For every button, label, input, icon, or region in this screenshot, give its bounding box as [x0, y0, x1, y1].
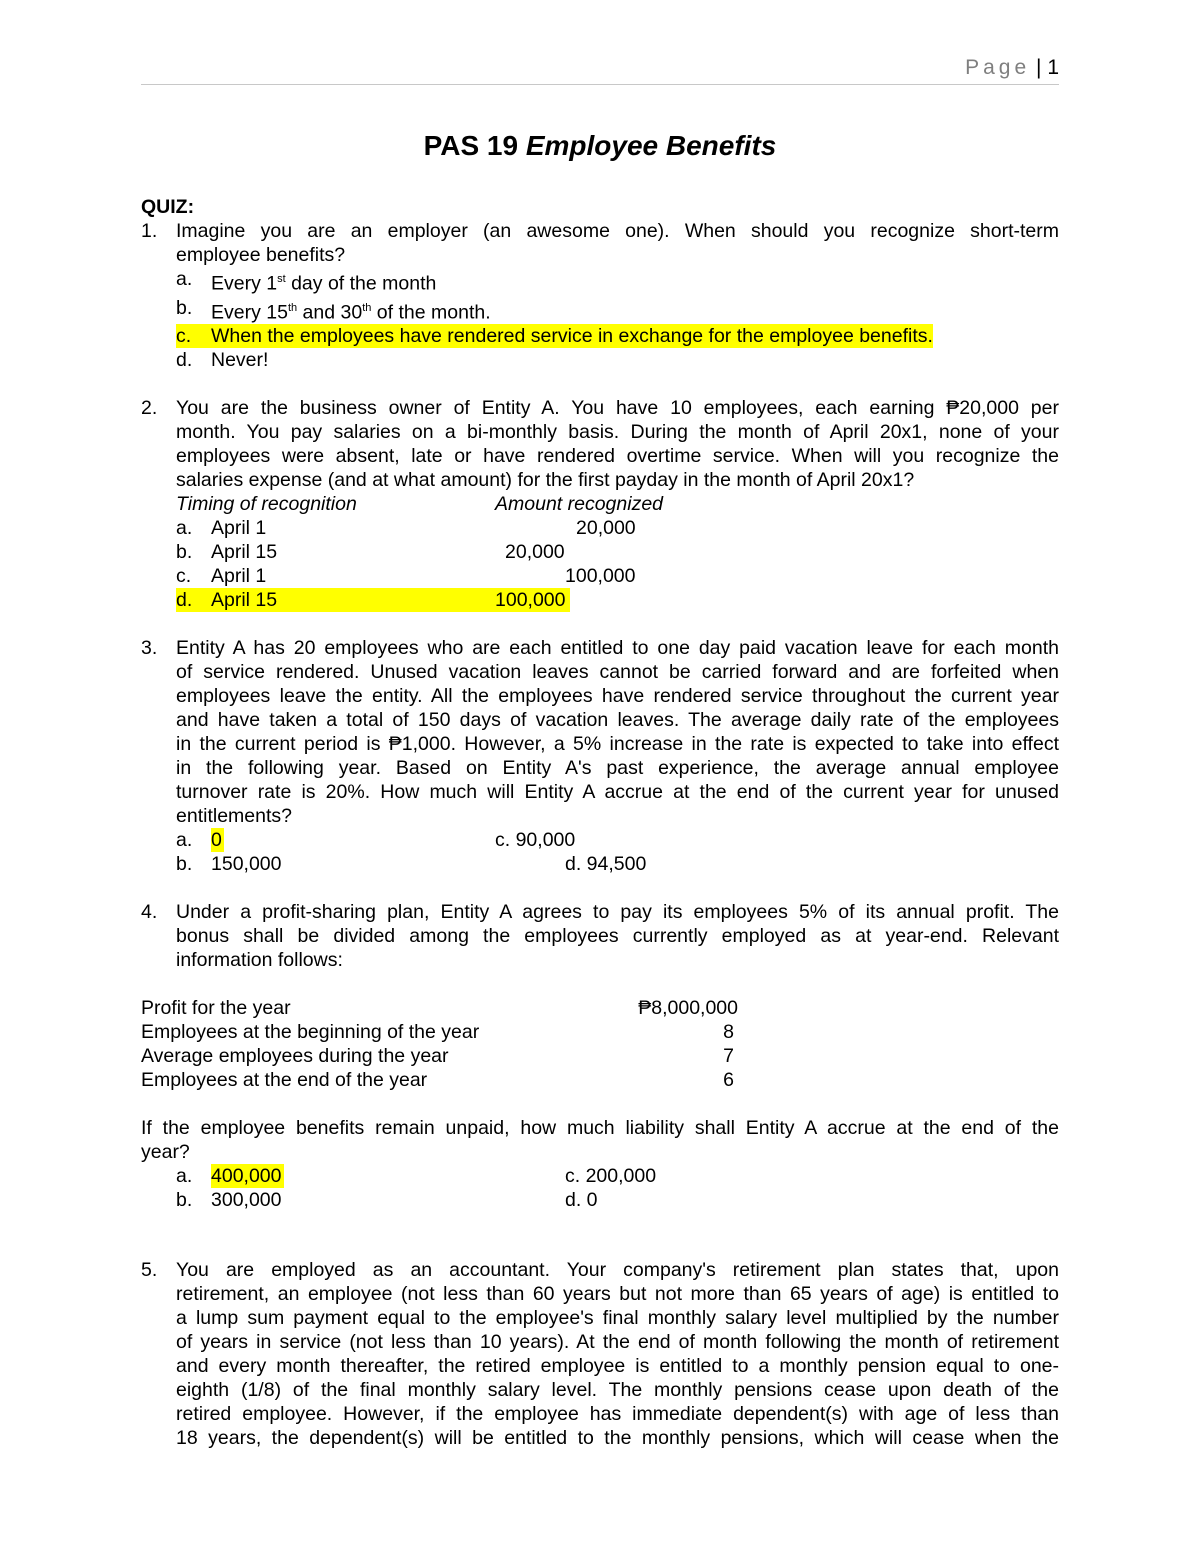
question-5 — [141, 1258, 1059, 1450]
option-c — [176, 564, 1059, 588]
question-text-line: Under a profit-sharing plan, Entity A agrees to pay its employees 5% of its annual profit. The — [176, 901, 1059, 923]
question-number: 1. — [141, 220, 158, 242]
option-timing: April 1 — [211, 565, 267, 587]
options-row-2 — [141, 1188, 1059, 1212]
option-a-answer: 0 — [211, 829, 222, 851]
question-text-line: and have taken a total of 150 days of vacation leaves. The average daily rate of the employees — [176, 709, 1059, 731]
options-row-1 — [141, 1164, 1059, 1188]
option-a — [176, 267, 1059, 296]
page-word: Page — [965, 56, 1031, 79]
option-letter: b. — [176, 541, 193, 563]
ordinal-suffix: th — [362, 301, 372, 314]
question-text-line: You are employed as an accountant. Your company's retirement plan states that, upon — [176, 1259, 1059, 1281]
option-amount: 20,000 — [576, 517, 636, 539]
quiz-label: QUIZ: — [141, 196, 195, 218]
options-row-2 — [176, 852, 1059, 876]
question-text-line: year? — [141, 1141, 190, 1163]
option-letter: c. — [176, 565, 192, 587]
info-table — [141, 996, 1059, 1092]
option-text-part: Every 15 — [211, 301, 288, 323]
info-value: 8 — [723, 1021, 734, 1043]
column-headers — [176, 492, 1059, 516]
info-row — [141, 1044, 1059, 1068]
question-text-line: If the employee benefits remain unpaid, how much liability shall Entity A accrue at the end of the — [141, 1117, 1059, 1139]
question-text-line: in the current period is ₱1,000. However, a 5% increase in the rate is expected to take into effect — [176, 733, 1059, 755]
info-value: 6 — [723, 1069, 734, 1091]
option-letter: d. — [176, 349, 193, 371]
option-letter: b. — [176, 296, 193, 319]
question-text-line: entitlements? — [176, 805, 292, 827]
option-letter: d. — [176, 589, 193, 611]
option-c: c. 200,000 — [565, 1165, 657, 1187]
option-timing: April 1 — [211, 517, 267, 539]
option-letter: b. — [176, 1189, 193, 1211]
page-header — [141, 52, 1059, 85]
info-label: Average employees during the year — [141, 1045, 449, 1067]
option-letter: a. — [176, 268, 193, 290]
question-text-line: bonus shall be divided among the employees currently employed as at year-end. Relevant — [176, 925, 1059, 947]
option-text-part: Every 1 — [211, 272, 278, 295]
question-text-line: in the following year. Based on Entity A's past experience, the average annual employee — [176, 757, 1059, 779]
info-label: Employees at the beginning of the year — [141, 1021, 480, 1043]
option-b — [176, 296, 1059, 325]
page-number — [965, 56, 1059, 80]
option-b: 300,000 — [211, 1189, 282, 1211]
question-text-line: salaries expense (and at what amount) for the first payday in the month of April 20x1? — [176, 469, 915, 491]
quiz-body — [141, 195, 1059, 1450]
option-b: 150,000 — [211, 853, 282, 875]
question-number: 5. — [141, 1259, 158, 1281]
option-amount: 100,000 — [495, 589, 566, 611]
option-b — [176, 540, 1059, 564]
info-label: Employees at the end of the year — [141, 1069, 428, 1091]
option-c: c. 90,000 — [495, 829, 576, 851]
info-value: 7 — [723, 1045, 734, 1067]
info-row — [141, 1020, 1059, 1044]
question-text-line: information follows: — [176, 949, 343, 971]
question-text-line: Entity A has 20 employees who are each entitled to one day paid vacation leave for each month — [176, 637, 1059, 659]
info-row — [141, 996, 1059, 1020]
ordinal-suffix: th — [287, 301, 298, 314]
option-text-part: day of the month — [285, 272, 437, 295]
title-code: PAS 19 — [423, 130, 526, 161]
option-text: When the employees have rendered service in exchange for the employee benefits. — [211, 325, 933, 347]
question-4 — [141, 900, 1059, 972]
option-letter: a. — [176, 829, 193, 851]
question-text-line: month. You pay salaries on a bi-monthly basis. During the month of April 20x1, none of your — [176, 421, 1059, 443]
question-number: 4. — [141, 901, 158, 923]
question-text-line: turnover rate is 20%. How much will Entity A accrue at the end of the current year for unused — [176, 781, 1059, 803]
question-text-line: retirement, an employee (not less than 60 years but not more than 65 years of age) is entitled to — [176, 1283, 1059, 1305]
question-text-line: Imagine you are an employer (an awesome one). When should you recognize short-term — [176, 220, 1059, 242]
question-text-line: and every month thereafter, the retired employee is entitled to a monthly pension equal to one- — [176, 1355, 1059, 1377]
question-2 — [141, 396, 1059, 612]
question-text-line: You are the business owner of Entity A. You have 10 employees, each earning ₱20,000 per — [176, 397, 1059, 419]
option-d — [176, 348, 1059, 372]
option-text — [211, 267, 436, 296]
page-separator: | — [1036, 56, 1042, 79]
option-timing: April 15 — [211, 541, 278, 563]
option-text-part: of the month. — [371, 301, 491, 323]
option-a-answer: 400,000 — [211, 1165, 282, 1187]
option-amount: 100,000 — [565, 565, 636, 587]
question-text-line: of years in service (not less than 10 years). At the end of month following the month of retirement — [176, 1331, 1059, 1353]
option-d-answer — [176, 588, 1059, 612]
options-row-1 — [176, 828, 1059, 852]
document-title — [0, 130, 1200, 162]
page-number-value: 1 — [1047, 56, 1059, 79]
option-letter: b. — [176, 853, 193, 875]
option-text-part: and 30 — [297, 301, 363, 323]
question-text-line: a lump sum payment equal to the employee's final monthly salary level multiplied by the number — [176, 1307, 1059, 1329]
question-text-line: employees leave the entity. All the employees have rendered service throughout the current year — [176, 685, 1059, 707]
question-number: 3. — [141, 637, 158, 659]
question-text-line: employee benefits? — [176, 244, 346, 266]
option-a — [176, 516, 1059, 540]
info-value: ₱8,000,000 — [638, 997, 738, 1019]
question-text-line: 18 years, the dependent(s) will be entitled to the monthly pensions, which will cease when the — [176, 1427, 1059, 1449]
column-header-amount: Amount recognized — [495, 493, 664, 515]
option-letter: a. — [176, 517, 193, 539]
question-text-line: eighth (1/8) of the final monthly salary level. The monthly pensions cease upon death of the — [176, 1379, 1059, 1401]
option-letter: a. — [176, 1165, 193, 1187]
info-label: Profit for the year — [141, 997, 291, 1019]
option-d: d. 0 — [565, 1189, 598, 1211]
option-letter: c. — [176, 325, 192, 347]
option-c-answer — [176, 324, 1059, 348]
question-text-line: employees were absent, late or have rendered overtime service. When will you recognize the — [176, 445, 1059, 467]
question-text-line: retired employee. However, if the employee has immediate dependent(s) with age of less than — [176, 1403, 1059, 1425]
option-text — [211, 296, 491, 325]
option-d: d. 94,500 — [565, 853, 647, 875]
column-header-timing: Timing of recognition — [176, 493, 357, 515]
question-3 — [141, 636, 1059, 876]
ordinal-suffix: st — [277, 273, 286, 285]
option-timing: April 15 — [211, 589, 278, 611]
option-amount: 20,000 — [505, 541, 565, 563]
info-row — [141, 1068, 1059, 1092]
question-1 — [141, 219, 1059, 372]
question-number: 2. — [141, 397, 158, 419]
title-topic: Employee Benefits — [525, 130, 777, 161]
option-text: Never! — [211, 349, 269, 371]
question-text-line: of service rendered. Unused vacation leaves cannot be carried forward and are forfeited when — [176, 661, 1059, 683]
